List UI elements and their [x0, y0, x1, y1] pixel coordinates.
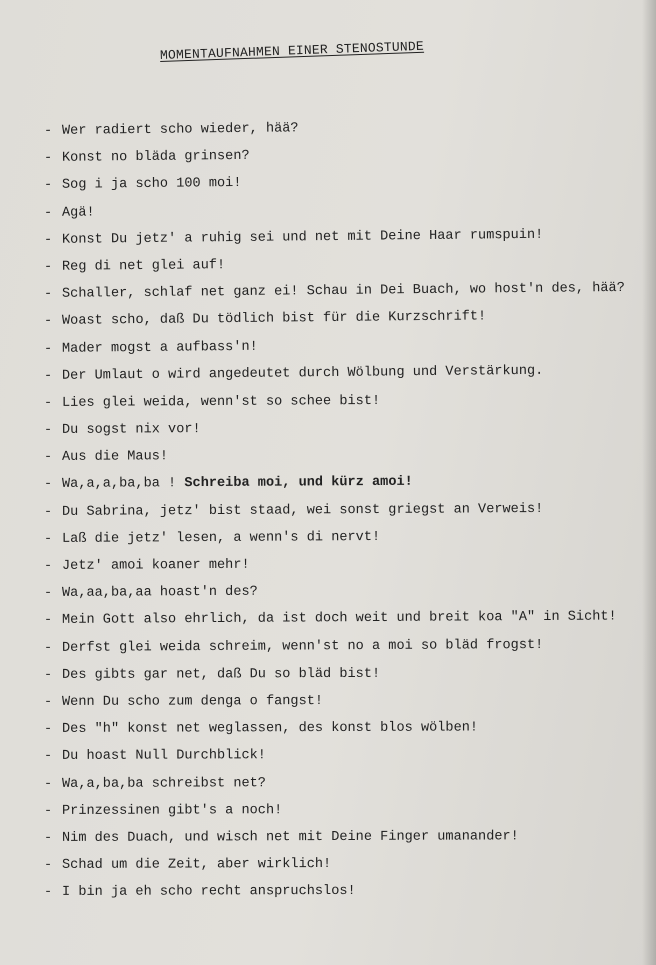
dash-bullet: - [43, 123, 53, 139]
quote-text-bold: Schreiba moi, und kürz amoi! [184, 475, 413, 492]
quote-list [44, 118, 648, 906]
quote-line [44, 687, 648, 716]
dash-bullet: - [43, 504, 53, 520]
quote-text: Agä! [61, 205, 95, 221]
quote-line [44, 768, 648, 797]
quote-text: Nim des Duach, und wisch net mit Deine Finger umanander! [61, 829, 519, 846]
quote-line [44, 850, 648, 879]
quote-line [44, 660, 648, 689]
quote-text: Wenn Du scho zum denga o fangst! [61, 693, 324, 710]
quote-line [44, 714, 648, 743]
dash-bullet: - [43, 531, 53, 547]
dash-bullet: - [43, 722, 53, 738]
quote-text: Des "h" konst net weglassen, des konst blos wölben! [61, 720, 479, 738]
dash-bullet: - [43, 341, 53, 357]
quote-text: Des gibts gar net, daß Du so bläd bist! [61, 666, 381, 683]
dash-bullet: - [43, 586, 53, 602]
quote-text: Mein Gott also ehrlich, da ist doch weit und breit koa "A" in Sicht! [61, 609, 617, 629]
quote-line [44, 413, 648, 444]
quote-text: Wer radiert scho wieder, hää? [61, 121, 299, 139]
quote-line [44, 549, 648, 580]
dash-bullet: - [43, 259, 53, 275]
quote-text: Du Sabrina, jetz' bist staad, wei sonst griegst an Verweis! [61, 501, 544, 520]
dash-bullet: - [43, 613, 53, 629]
dash-bullet: - [43, 749, 53, 765]
quote-text: Derfst glei weida schreim, wenn'st no a moi so bläd frogst! [61, 637, 544, 656]
dash-bullet: - [43, 232, 53, 248]
quote-line [44, 522, 648, 553]
quote-line [44, 823, 648, 852]
quote-text: Schaller, schlaf net ganz ei! Schau in Dei Buach, wo host'n des, hää? [61, 281, 625, 302]
quote-text: Du sogst nix vor! [61, 422, 201, 438]
dash-bullet: - [43, 776, 53, 792]
dash-bullet: - [43, 314, 53, 330]
quote-text: I bin ja eh scho recht anspruchslos! [61, 884, 356, 901]
quote-line [44, 604, 648, 635]
quote-text: Du hoast Null Durchblick! [61, 748, 266, 765]
quote-text: Wa,a,ba,ba schreibst net? [61, 775, 266, 792]
quote-text: Aus die Maus! [61, 449, 169, 466]
quote-text: Woast scho, daß Du tödlich bist für die Kurzschrift! [61, 309, 487, 330]
quote-line [44, 386, 648, 417]
dash-bullet: - [43, 395, 53, 411]
dash-bullet: - [43, 667, 53, 683]
dash-bullet: - [43, 885, 53, 901]
quote-line [44, 468, 648, 499]
dash-bullet: - [43, 640, 53, 656]
quote-line [44, 796, 648, 825]
page-title: MOMENTAUFNAHMEN EINER STENOSTUNDE [159, 38, 425, 63]
quote-text: Schad um die Zeit, aber wirklich! [61, 857, 332, 873]
quote-line [44, 495, 648, 526]
quote-text: Prinzessinen gibt's a noch! [61, 802, 283, 819]
quote-line [44, 441, 648, 472]
page-edge-shadow [642, 0, 656, 965]
quote-text: Mader mogst a aufbass'n! [61, 339, 258, 357]
quote-text: Konst Du jetz' a ruhig sei und net mit Deine Haar rumspuin! [61, 227, 544, 248]
dash-bullet: - [43, 423, 53, 439]
dash-bullet: - [43, 558, 53, 574]
quote-line [44, 356, 648, 390]
quote-text: Lies glei weida, wenn'st so schee bist! [61, 393, 381, 411]
quote-text: Konst no bläda grinsen? [61, 149, 250, 166]
quote-text: Sog i ja scho 100 moi! [61, 176, 242, 194]
quote-line [44, 631, 648, 662]
dash-bullet: - [43, 694, 53, 710]
quote-text: Wa,aa,ba,aa hoast'n des? [61, 584, 258, 602]
quote-text: Laß die jetz' lesen, a wenn's di nervt! [61, 529, 381, 547]
dash-bullet: - [43, 803, 53, 819]
quote-line [44, 576, 648, 607]
quote-text: Wa,a,a,ba,ba ! [61, 476, 185, 493]
quote-text: Jetz' amoi koaner mehr! [61, 557, 250, 574]
dash-bullet: - [43, 151, 53, 167]
quote-line [44, 877, 648, 906]
dash-bullet: - [43, 450, 53, 466]
dash-bullet: - [43, 205, 53, 221]
dash-bullet: - [43, 830, 53, 846]
dash-bullet: - [43, 368, 53, 384]
quote-text: Der Umlaut o wird angedeutet durch Wölbung und Verstärkung. [61, 363, 544, 384]
dash-bullet: - [43, 287, 53, 303]
dash-bullet: - [43, 477, 53, 493]
quote-line [44, 741, 648, 770]
dash-bullet: - [43, 178, 53, 194]
dash-bullet: - [43, 858, 53, 874]
quote-text: Reg di net glei auf! [61, 258, 226, 275]
